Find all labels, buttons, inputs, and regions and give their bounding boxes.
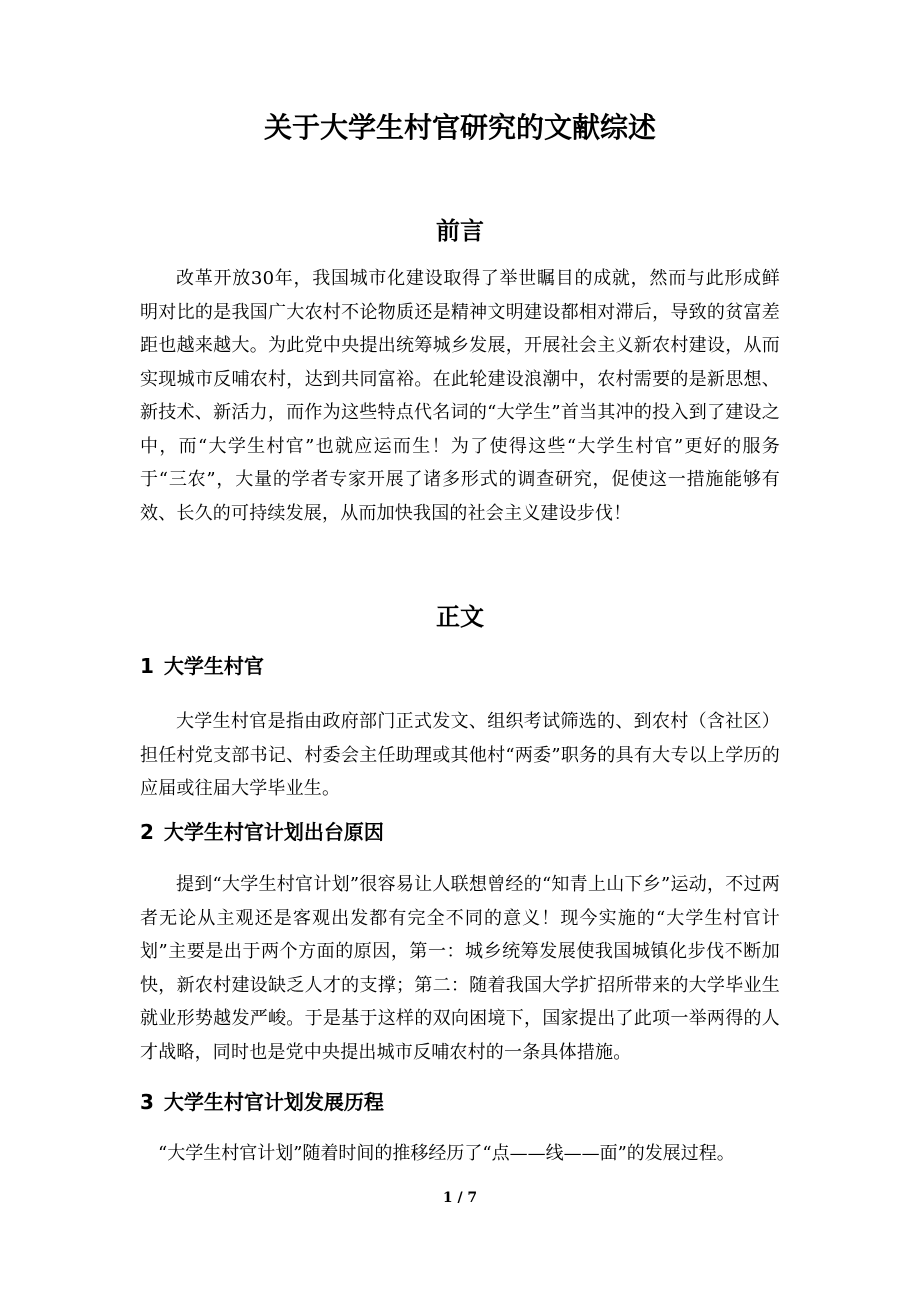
page-indicator: 1 / 7	[442, 1190, 478, 1206]
preface-paragraph: 改革开放30年，我国城市化建设取得了举世瞩目的成就，然而与此形成鲜明对比的是我国广大农村不论物质还是精神文明建设都相对滞后，导致的贫富差距也越来越大。为此党中央提出统筹城乡发展，开展社会主义新农村建设，从而实现城市反哺农村，达到共同富裕。在此轮建设浪潮中，农村需要的是新思想、新技术、新活力，而作为这些特点代名词的“大学生”首当其冲的投入到了建设之中，而“大学生村官”也就应运而生！为了使得这些“大学生村官”更好的服务于“三农”，大量的学者专家开展了诸多形式的调查研究，促使这一措施能够有效、长久的可持续发展，从而加快我国的社会主义建设步伐！	[140, 268, 780, 524]
body-heading: 正文	[436, 603, 484, 631]
section-2-paragraph: 提到“大学生村官计划”很容易让人联想曾经的“知青上山下乡”运动，不过两者无论从主观还是客观出发都有完全不同的意义！现今实施的“大学生村官计划”主要是出于两个方面的原因，第一：城乡统筹发展使我国城镇化步伐不断加快，新农村建设缺乏人才的支撑；第二：随着我国大学扩招所带来的大学毕业生就业形势越发严峻。于是基于这样的双向困境下，国家提出了此项一举两得的人才战略，同时也是党中央提出城市反哺农村的一条具体措施。	[140, 874, 780, 1063]
section-1-paragraph: 大学生村官是指由政府部门正式发文、组织考试筛选的、到农村（含社区）担任村党支部书记、村委会主任助理或其他村“两委”职务的具有大专以上学历的应届或往届大学毕业生。	[140, 711, 780, 799]
section-1-title: 大学生村官	[163, 654, 264, 678]
preface-heading: 前言	[436, 217, 484, 245]
section-3-paragraph: “大学生村官计划”随着时间的推移经历了“点——线——面”的发展过程。	[158, 1143, 735, 1164]
section-3-title: 大学生村官计划发展历程	[163, 1090, 384, 1114]
section-2-number: 2	[140, 820, 154, 844]
section-3-number: 3	[140, 1090, 154, 1114]
section-2-title: 大学生村官计划出台原因	[163, 820, 384, 844]
section-2-heading	[140, 817, 780, 847]
section-1-number: 1	[140, 654, 154, 678]
document-title: 关于大学生村官研究的文献综述	[263, 111, 656, 144]
section-3-heading	[140, 1087, 780, 1117]
section-1-heading	[140, 651, 780, 681]
